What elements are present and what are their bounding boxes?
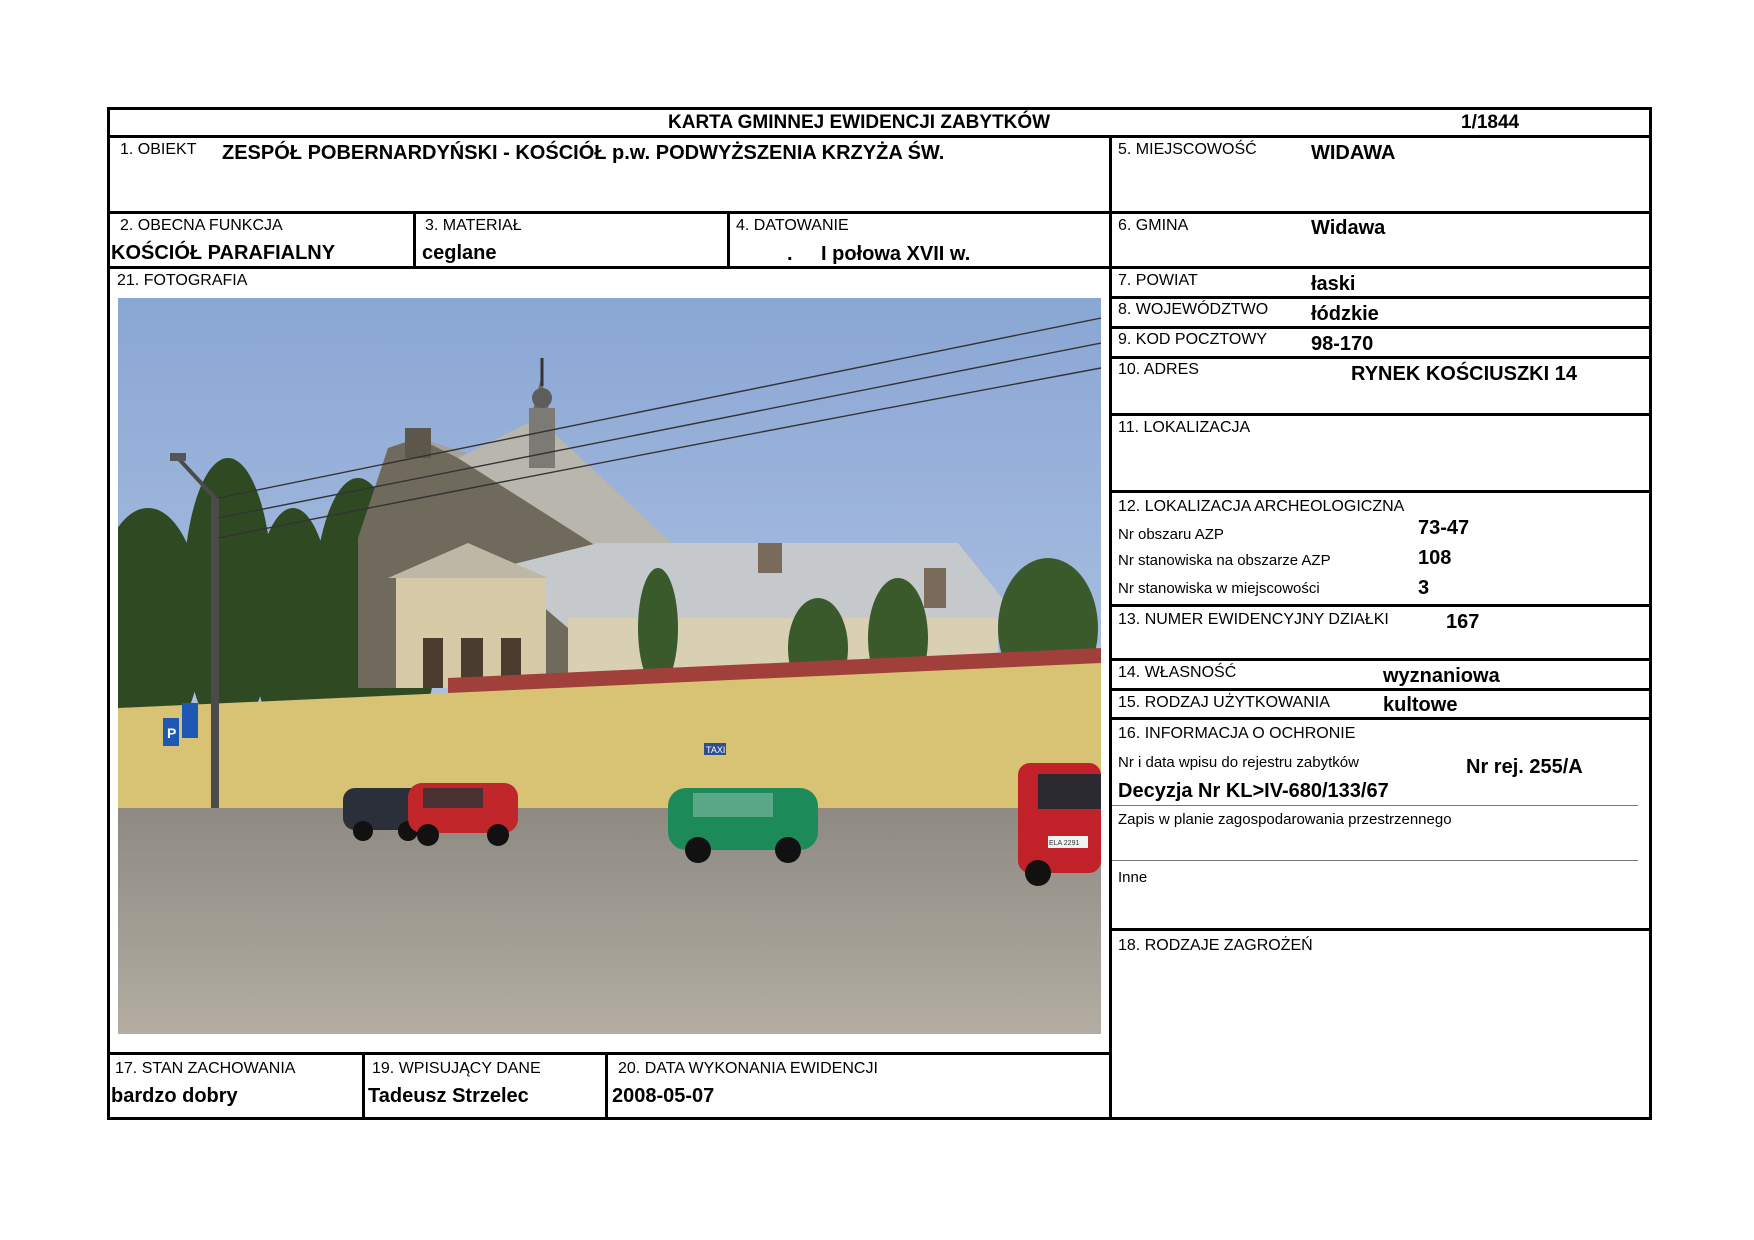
powiat-value: łaski xyxy=(1311,273,1356,295)
obiekt-value: ZESPÓŁ POBERNARDYŃSKI - KOŚCIÓŁ p.w. PODWYŻSZENIA KRZYŻA ŚW. xyxy=(222,142,945,164)
svg-text:P: P xyxy=(167,725,177,741)
funkcja-label: 2. OBECNA FUNKCJA xyxy=(120,217,283,234)
adres-value: RYNEK KOŚCIUSZKI 14 xyxy=(1351,363,1577,385)
wojewodztwo-label: 8. WOJEWÓDZTWO xyxy=(1118,301,1269,318)
kod-label: 9. KOD POCZTOWY xyxy=(1118,331,1268,348)
uzytkowanie-value: kultowe xyxy=(1383,694,1458,716)
obiekt-label: 1. OBIEKT xyxy=(120,141,197,158)
data-ewidencji-label: 20. DATA WYKONANIA EWIDENCJI xyxy=(618,1060,878,1077)
card-number: 1/1844 xyxy=(1461,112,1520,133)
datowanie-label: 4. DATOWANIE xyxy=(736,217,849,234)
archeo-row-value: 73-47 xyxy=(1418,517,1470,539)
gmina-label: 6. GMINA xyxy=(1118,217,1189,234)
wlasnosc-label: 14. WŁASNOŚĆ xyxy=(1118,664,1237,681)
decyzja-value: Decyzja Nr KL>IV-680/133/67 xyxy=(1118,780,1389,802)
church-photo xyxy=(118,298,1101,1034)
material-value: ceglane xyxy=(422,242,497,264)
taxi-sign xyxy=(704,743,726,755)
stan-value: bardzo dobry xyxy=(111,1085,238,1107)
lokalizacja-label: 11. LOKALIZACJA xyxy=(1118,419,1251,436)
archeo-row-label: Nr stanowiska na obszarze AZP xyxy=(1118,552,1331,569)
archeo-row-value: 3 xyxy=(1418,577,1430,599)
stan-label: 17. STAN ZACHOWANIA xyxy=(115,1060,296,1077)
archeo-row-value: 108 xyxy=(1418,547,1452,569)
adres-label: 10. ADRES xyxy=(1118,361,1199,378)
wlasnosc-value: wyznaniowa xyxy=(1383,665,1500,687)
data-ewidencji-value: 2008-05-07 xyxy=(612,1085,715,1107)
dzialka-value: 167 xyxy=(1446,611,1480,633)
archeo-row-label: Nr stanowiska w miejscowości xyxy=(1118,580,1320,597)
card-title: KARTA GMINNEJ EWIDENCJI ZABYTKÓW xyxy=(668,112,1051,133)
inne-label: Inne xyxy=(1118,869,1148,886)
wpisujacy-label: 19. WPISUJĄCY DANE xyxy=(372,1060,541,1077)
uzytkowanie-label: 15. RODZAJ UŻYTKOWANIA xyxy=(1118,694,1330,711)
rejestr-value: Nr rej. 255/A xyxy=(1466,756,1583,778)
taxi-sign-text: TAXI xyxy=(706,745,726,755)
miejscowosc-label: 5. MIEJSCOWOŚĆ xyxy=(1118,141,1257,158)
datowanie-value: I połowa XVII w. xyxy=(821,243,971,265)
zagrozenia-label: 18. RODZAJE ZAGROŻEŃ xyxy=(1118,937,1313,954)
wpisujacy-value: Tadeusz Strzelec xyxy=(368,1085,529,1107)
archeo-row-label: Nr obszaru AZP xyxy=(1118,526,1224,543)
fotografia-label: 21. FOTOGRAFIA xyxy=(117,272,248,289)
gmina-value: Widawa xyxy=(1311,217,1386,239)
miejscowosc-value: WIDAWA xyxy=(1311,142,1396,164)
archeo-label: 12. LOKALIZACJA ARCHEOLOGICZNA xyxy=(1118,498,1405,515)
kod-value: 98-170 xyxy=(1311,333,1374,355)
car-red-right xyxy=(1018,763,1101,886)
funkcja-value: KOŚCIÓŁ PARAFIALNY xyxy=(111,242,336,264)
plan-label: Zapis w planie zagospodarowania przestrzennego xyxy=(1118,811,1452,828)
license-plate: ELA 2291 xyxy=(1049,840,1080,847)
datowanie-dot: . xyxy=(787,243,793,265)
dzialka-label: 13. NUMER EWIDENCYJNY DZIAŁKI xyxy=(1118,611,1389,628)
material-label: 3. MATERIAŁ xyxy=(425,217,522,234)
ochrona-label: 16. INFORMACJA O OCHRONIE xyxy=(1118,725,1356,742)
wojewodztwo-value: łódzkie xyxy=(1311,303,1379,325)
road xyxy=(118,808,1101,1034)
rejestr-label: Nr i data wpisu do rejestru zabytków xyxy=(1118,754,1359,771)
powiat-label: 7. POWIAT xyxy=(1118,272,1198,289)
